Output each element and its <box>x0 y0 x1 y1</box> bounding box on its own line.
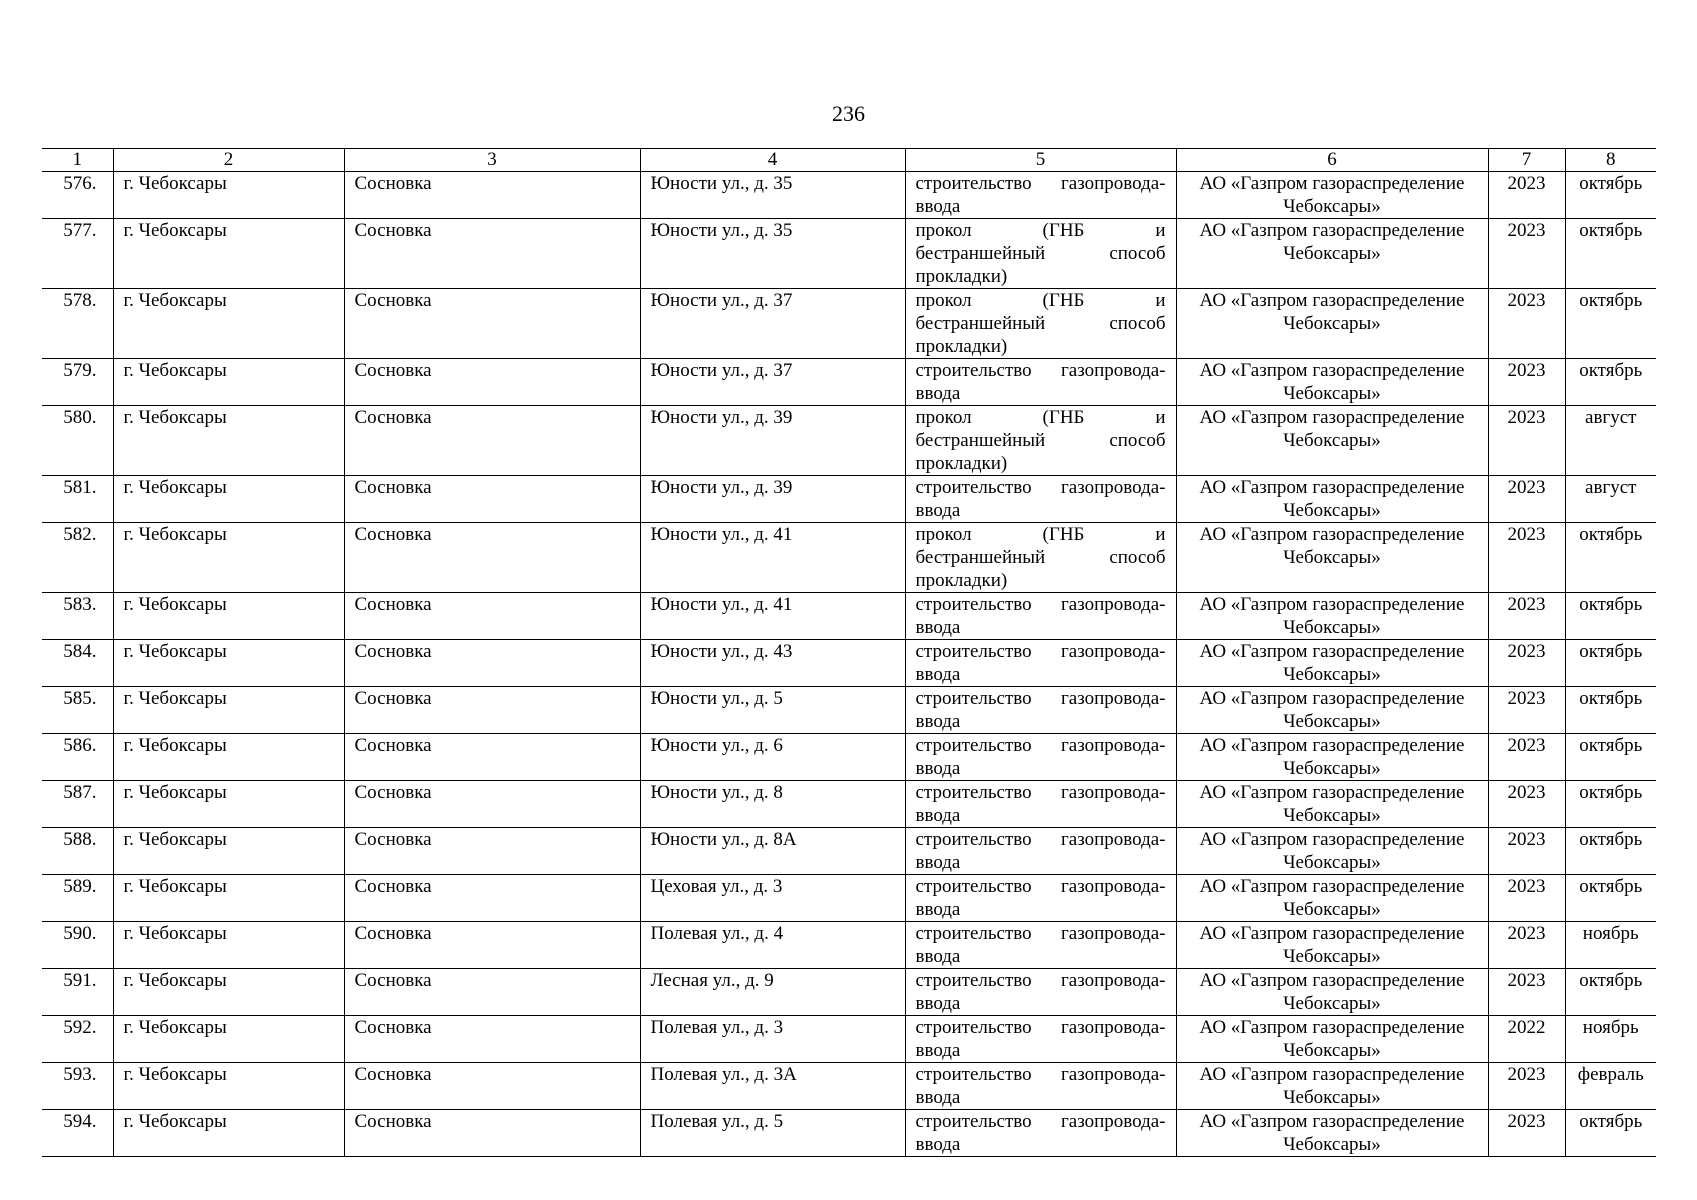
year-cell: 2023 <box>1488 875 1565 922</box>
organization-cell: АО «Газпром газораспределение Чебоксары» <box>1176 969 1488 1016</box>
table-row <box>42 289 1656 359</box>
address-cell: Полевая ул., д. 3 <box>640 1016 905 1063</box>
city-cell: г. Чебоксары <box>113 219 344 289</box>
table-row <box>42 922 1656 969</box>
month-cell: октябрь <box>1565 593 1656 640</box>
address-cell: Юности ул., д. 37 <box>640 289 905 359</box>
year-cell: 2023 <box>1488 922 1565 969</box>
row-number: 594. <box>42 1110 113 1157</box>
year-cell: 2023 <box>1488 359 1565 406</box>
district-cell: Сосновка <box>344 1063 640 1110</box>
month-cell: октябрь <box>1565 172 1656 219</box>
month-cell: октябрь <box>1565 781 1656 828</box>
city-cell: г. Чебоксары <box>113 172 344 219</box>
month-cell: октябрь <box>1565 969 1656 1016</box>
city-cell: г. Чебоксары <box>113 781 344 828</box>
year-cell: 2023 <box>1488 523 1565 593</box>
month-cell: ноябрь <box>1565 922 1656 969</box>
address-cell: Юности ул., д. 41 <box>640 593 905 640</box>
year-cell: 2023 <box>1488 593 1565 640</box>
address-cell: Юности ул., д. 35 <box>640 172 905 219</box>
address-cell: Лесная ул., д. 9 <box>640 969 905 1016</box>
month-cell: октябрь <box>1565 359 1656 406</box>
city-cell: г. Чебоксары <box>113 687 344 734</box>
table-row <box>42 1110 1656 1157</box>
table-row <box>42 781 1656 828</box>
row-number: 588. <box>42 828 113 875</box>
work-type-cell: прокол (ГНБ и бестраншейный способ прокладки) <box>905 406 1176 476</box>
work-type-cell: строительство газопровода-ввода <box>905 359 1176 406</box>
year-cell: 2023 <box>1488 476 1565 523</box>
address-cell: Юности ул., д. 39 <box>640 406 905 476</box>
work-type-cell: строительство газопровода-ввода <box>905 687 1176 734</box>
year-cell: 2023 <box>1488 289 1565 359</box>
row-number: 593. <box>42 1063 113 1110</box>
work-type-cell: строительство газопровода-ввода <box>905 922 1176 969</box>
work-type-cell: строительство газопровода-ввода <box>905 593 1176 640</box>
row-number: 584. <box>42 640 113 687</box>
month-cell: август <box>1565 406 1656 476</box>
district-cell: Сосновка <box>344 593 640 640</box>
city-cell: г. Чебоксары <box>113 640 344 687</box>
district-cell: Сосновка <box>344 219 640 289</box>
row-number: 576. <box>42 172 113 219</box>
table-row <box>42 828 1656 875</box>
column-header: 6 <box>1176 149 1488 172</box>
city-cell: г. Чебоксары <box>113 828 344 875</box>
organization-cell: АО «Газпром газораспределение Чебоксары» <box>1176 875 1488 922</box>
table-row <box>42 875 1656 922</box>
city-cell: г. Чебоксары <box>113 875 344 922</box>
month-cell: октябрь <box>1565 734 1656 781</box>
month-cell: ноябрь <box>1565 1016 1656 1063</box>
year-cell: 2023 <box>1488 172 1565 219</box>
address-cell: Полевая ул., д. 3А <box>640 1063 905 1110</box>
row-number: 579. <box>42 359 113 406</box>
organization-cell: АО «Газпром газораспределение Чебоксары» <box>1176 406 1488 476</box>
year-cell: 2023 <box>1488 828 1565 875</box>
table-row <box>42 359 1656 406</box>
city-cell: г. Чебоксары <box>113 1063 344 1110</box>
work-type-cell: строительство газопровода-ввода <box>905 875 1176 922</box>
row-number: 587. <box>42 781 113 828</box>
month-cell: октябрь <box>1565 875 1656 922</box>
address-cell: Цеховая ул., д. 3 <box>640 875 905 922</box>
address-cell: Полевая ул., д. 4 <box>640 922 905 969</box>
address-cell: Юности ул., д. 39 <box>640 476 905 523</box>
row-number: 578. <box>42 289 113 359</box>
table-row <box>42 523 1656 593</box>
organization-cell: АО «Газпром газораспределение Чебоксары» <box>1176 172 1488 219</box>
month-cell: октябрь <box>1565 219 1656 289</box>
work-type-cell: прокол (ГНБ и бестраншейный способ прокладки) <box>905 219 1176 289</box>
year-cell: 2023 <box>1488 1063 1565 1110</box>
work-type-cell: строительство газопровода-ввода <box>905 1063 1176 1110</box>
organization-cell: АО «Газпром газораспределение Чебоксары» <box>1176 219 1488 289</box>
column-header: 2 <box>113 149 344 172</box>
address-cell: Юности ул., д. 5 <box>640 687 905 734</box>
table-row <box>42 687 1656 734</box>
row-number: 583. <box>42 593 113 640</box>
row-number: 592. <box>42 1016 113 1063</box>
city-cell: г. Чебоксары <box>113 359 344 406</box>
address-cell: Юности ул., д. 8А <box>640 828 905 875</box>
city-cell: г. Чебоксары <box>113 289 344 359</box>
work-type-cell: прокол (ГНБ и бестраншейный способ прокладки) <box>905 289 1176 359</box>
district-cell: Сосновка <box>344 969 640 1016</box>
table-row <box>42 640 1656 687</box>
table-row <box>42 734 1656 781</box>
city-cell: г. Чебоксары <box>113 969 344 1016</box>
district-cell: Сосновка <box>344 476 640 523</box>
district-cell: Сосновка <box>344 781 640 828</box>
district-cell: Сосновка <box>344 828 640 875</box>
row-number: 577. <box>42 219 113 289</box>
column-header: 1 <box>42 149 113 172</box>
organization-cell: АО «Газпром газораспределение Чебоксары» <box>1176 640 1488 687</box>
work-type-cell: строительство газопровода-ввода <box>905 828 1176 875</box>
table-row <box>42 969 1656 1016</box>
year-cell: 2023 <box>1488 406 1565 476</box>
row-number: 580. <box>42 406 113 476</box>
district-cell: Сосновка <box>344 1110 640 1157</box>
work-type-cell: прокол (ГНБ и бестраншейный способ прокладки) <box>905 523 1176 593</box>
page-number: 236 <box>832 101 865 126</box>
column-header: 4 <box>640 149 905 172</box>
month-cell: октябрь <box>1565 523 1656 593</box>
month-cell: август <box>1565 476 1656 523</box>
organization-cell: АО «Газпром газораспределение Чебоксары» <box>1176 1063 1488 1110</box>
table-row <box>42 1063 1656 1110</box>
column-header: 8 <box>1565 149 1656 172</box>
city-cell: г. Чебоксары <box>113 593 344 640</box>
organization-cell: АО «Газпром газораспределение Чебоксары» <box>1176 1110 1488 1157</box>
district-cell: Сосновка <box>344 523 640 593</box>
month-cell: октябрь <box>1565 640 1656 687</box>
table-row <box>42 1016 1656 1063</box>
month-cell: октябрь <box>1565 289 1656 359</box>
table-row <box>42 406 1656 476</box>
column-header: 5 <box>905 149 1176 172</box>
district-cell: Сосновка <box>344 875 640 922</box>
year-cell: 2023 <box>1488 219 1565 289</box>
organization-cell: АО «Газпром газораспределение Чебоксары» <box>1176 359 1488 406</box>
table-row <box>42 476 1656 523</box>
table-row <box>42 219 1656 289</box>
address-cell: Полевая ул., д. 5 <box>640 1110 905 1157</box>
year-cell: 2023 <box>1488 1110 1565 1157</box>
row-number: 591. <box>42 969 113 1016</box>
year-cell: 2023 <box>1488 640 1565 687</box>
year-cell: 2022 <box>1488 1016 1565 1063</box>
work-type-cell: строительство газопровода-ввода <box>905 781 1176 828</box>
table-row <box>42 172 1656 219</box>
organization-cell: АО «Газпром газораспределение Чебоксары» <box>1176 922 1488 969</box>
organization-cell: АО «Газпром газораспределение Чебоксары» <box>1176 1016 1488 1063</box>
city-cell: г. Чебоксары <box>113 476 344 523</box>
organization-cell: АО «Газпром газораспределение Чебоксары» <box>1176 828 1488 875</box>
row-number: 581. <box>42 476 113 523</box>
year-cell: 2023 <box>1488 687 1565 734</box>
address-cell: Юности ул., д. 37 <box>640 359 905 406</box>
work-type-cell: строительство газопровода-ввода <box>905 640 1176 687</box>
work-type-cell: строительство газопровода-ввода <box>905 172 1176 219</box>
table-body <box>42 172 1656 1157</box>
address-cell: Юности ул., д. 41 <box>640 523 905 593</box>
district-cell: Сосновка <box>344 172 640 219</box>
district-cell: Сосновка <box>344 640 640 687</box>
work-type-cell: строительство газопровода-ввода <box>905 734 1176 781</box>
column-header: 3 <box>344 149 640 172</box>
district-cell: Сосновка <box>344 687 640 734</box>
row-number: 586. <box>42 734 113 781</box>
address-cell: Юности ул., д. 6 <box>640 734 905 781</box>
month-cell: февраль <box>1565 1063 1656 1110</box>
organization-cell: АО «Газпром газораспределение Чебоксары» <box>1176 476 1488 523</box>
organization-cell: АО «Газпром газораспределение Чебоксары» <box>1176 523 1488 593</box>
district-cell: Сосновка <box>344 359 640 406</box>
city-cell: г. Чебоксары <box>113 1110 344 1157</box>
year-cell: 2023 <box>1488 781 1565 828</box>
month-cell: октябрь <box>1565 687 1656 734</box>
organization-cell: АО «Газпром газораспределение Чебоксары» <box>1176 593 1488 640</box>
district-cell: Сосновка <box>344 289 640 359</box>
row-number: 582. <box>42 523 113 593</box>
row-number: 589. <box>42 875 113 922</box>
city-cell: г. Чебоксары <box>113 1016 344 1063</box>
organization-cell: АО «Газпром газораспределение Чебоксары» <box>1176 687 1488 734</box>
district-cell: Сосновка <box>344 406 640 476</box>
organization-cell: АО «Газпром газораспределение Чебоксары» <box>1176 289 1488 359</box>
city-cell: г. Чебоксары <box>113 734 344 781</box>
work-type-cell: строительство газопровода-ввода <box>905 476 1176 523</box>
year-cell: 2023 <box>1488 734 1565 781</box>
district-cell: Сосновка <box>344 1016 640 1063</box>
address-cell: Юности ул., д. 35 <box>640 219 905 289</box>
address-cell: Юности ул., д. 8 <box>640 781 905 828</box>
table-row <box>42 593 1656 640</box>
address-cell: Юности ул., д. 43 <box>640 640 905 687</box>
work-type-cell: строительство газопровода-ввода <box>905 1110 1176 1157</box>
city-cell: г. Чебоксары <box>113 922 344 969</box>
row-number: 590. <box>42 922 113 969</box>
month-cell: октябрь <box>1565 1110 1656 1157</box>
column-header: 7 <box>1488 149 1565 172</box>
district-cell: Сосновка <box>344 734 640 781</box>
organization-cell: АО «Газпром газораспределение Чебоксары» <box>1176 781 1488 828</box>
table-header-row <box>42 149 1656 172</box>
district-cell: Сосновка <box>344 922 640 969</box>
city-cell: г. Чебоксары <box>113 406 344 476</box>
city-cell: г. Чебоксары <box>113 523 344 593</box>
organization-cell: АО «Газпром газораспределение Чебоксары» <box>1176 734 1488 781</box>
year-cell: 2023 <box>1488 969 1565 1016</box>
work-type-cell: строительство газопровода-ввода <box>905 969 1176 1016</box>
month-cell: октябрь <box>1565 828 1656 875</box>
works-table <box>42 148 1656 1157</box>
work-type-cell: строительство газопровода-ввода <box>905 1016 1176 1063</box>
row-number: 585. <box>42 687 113 734</box>
